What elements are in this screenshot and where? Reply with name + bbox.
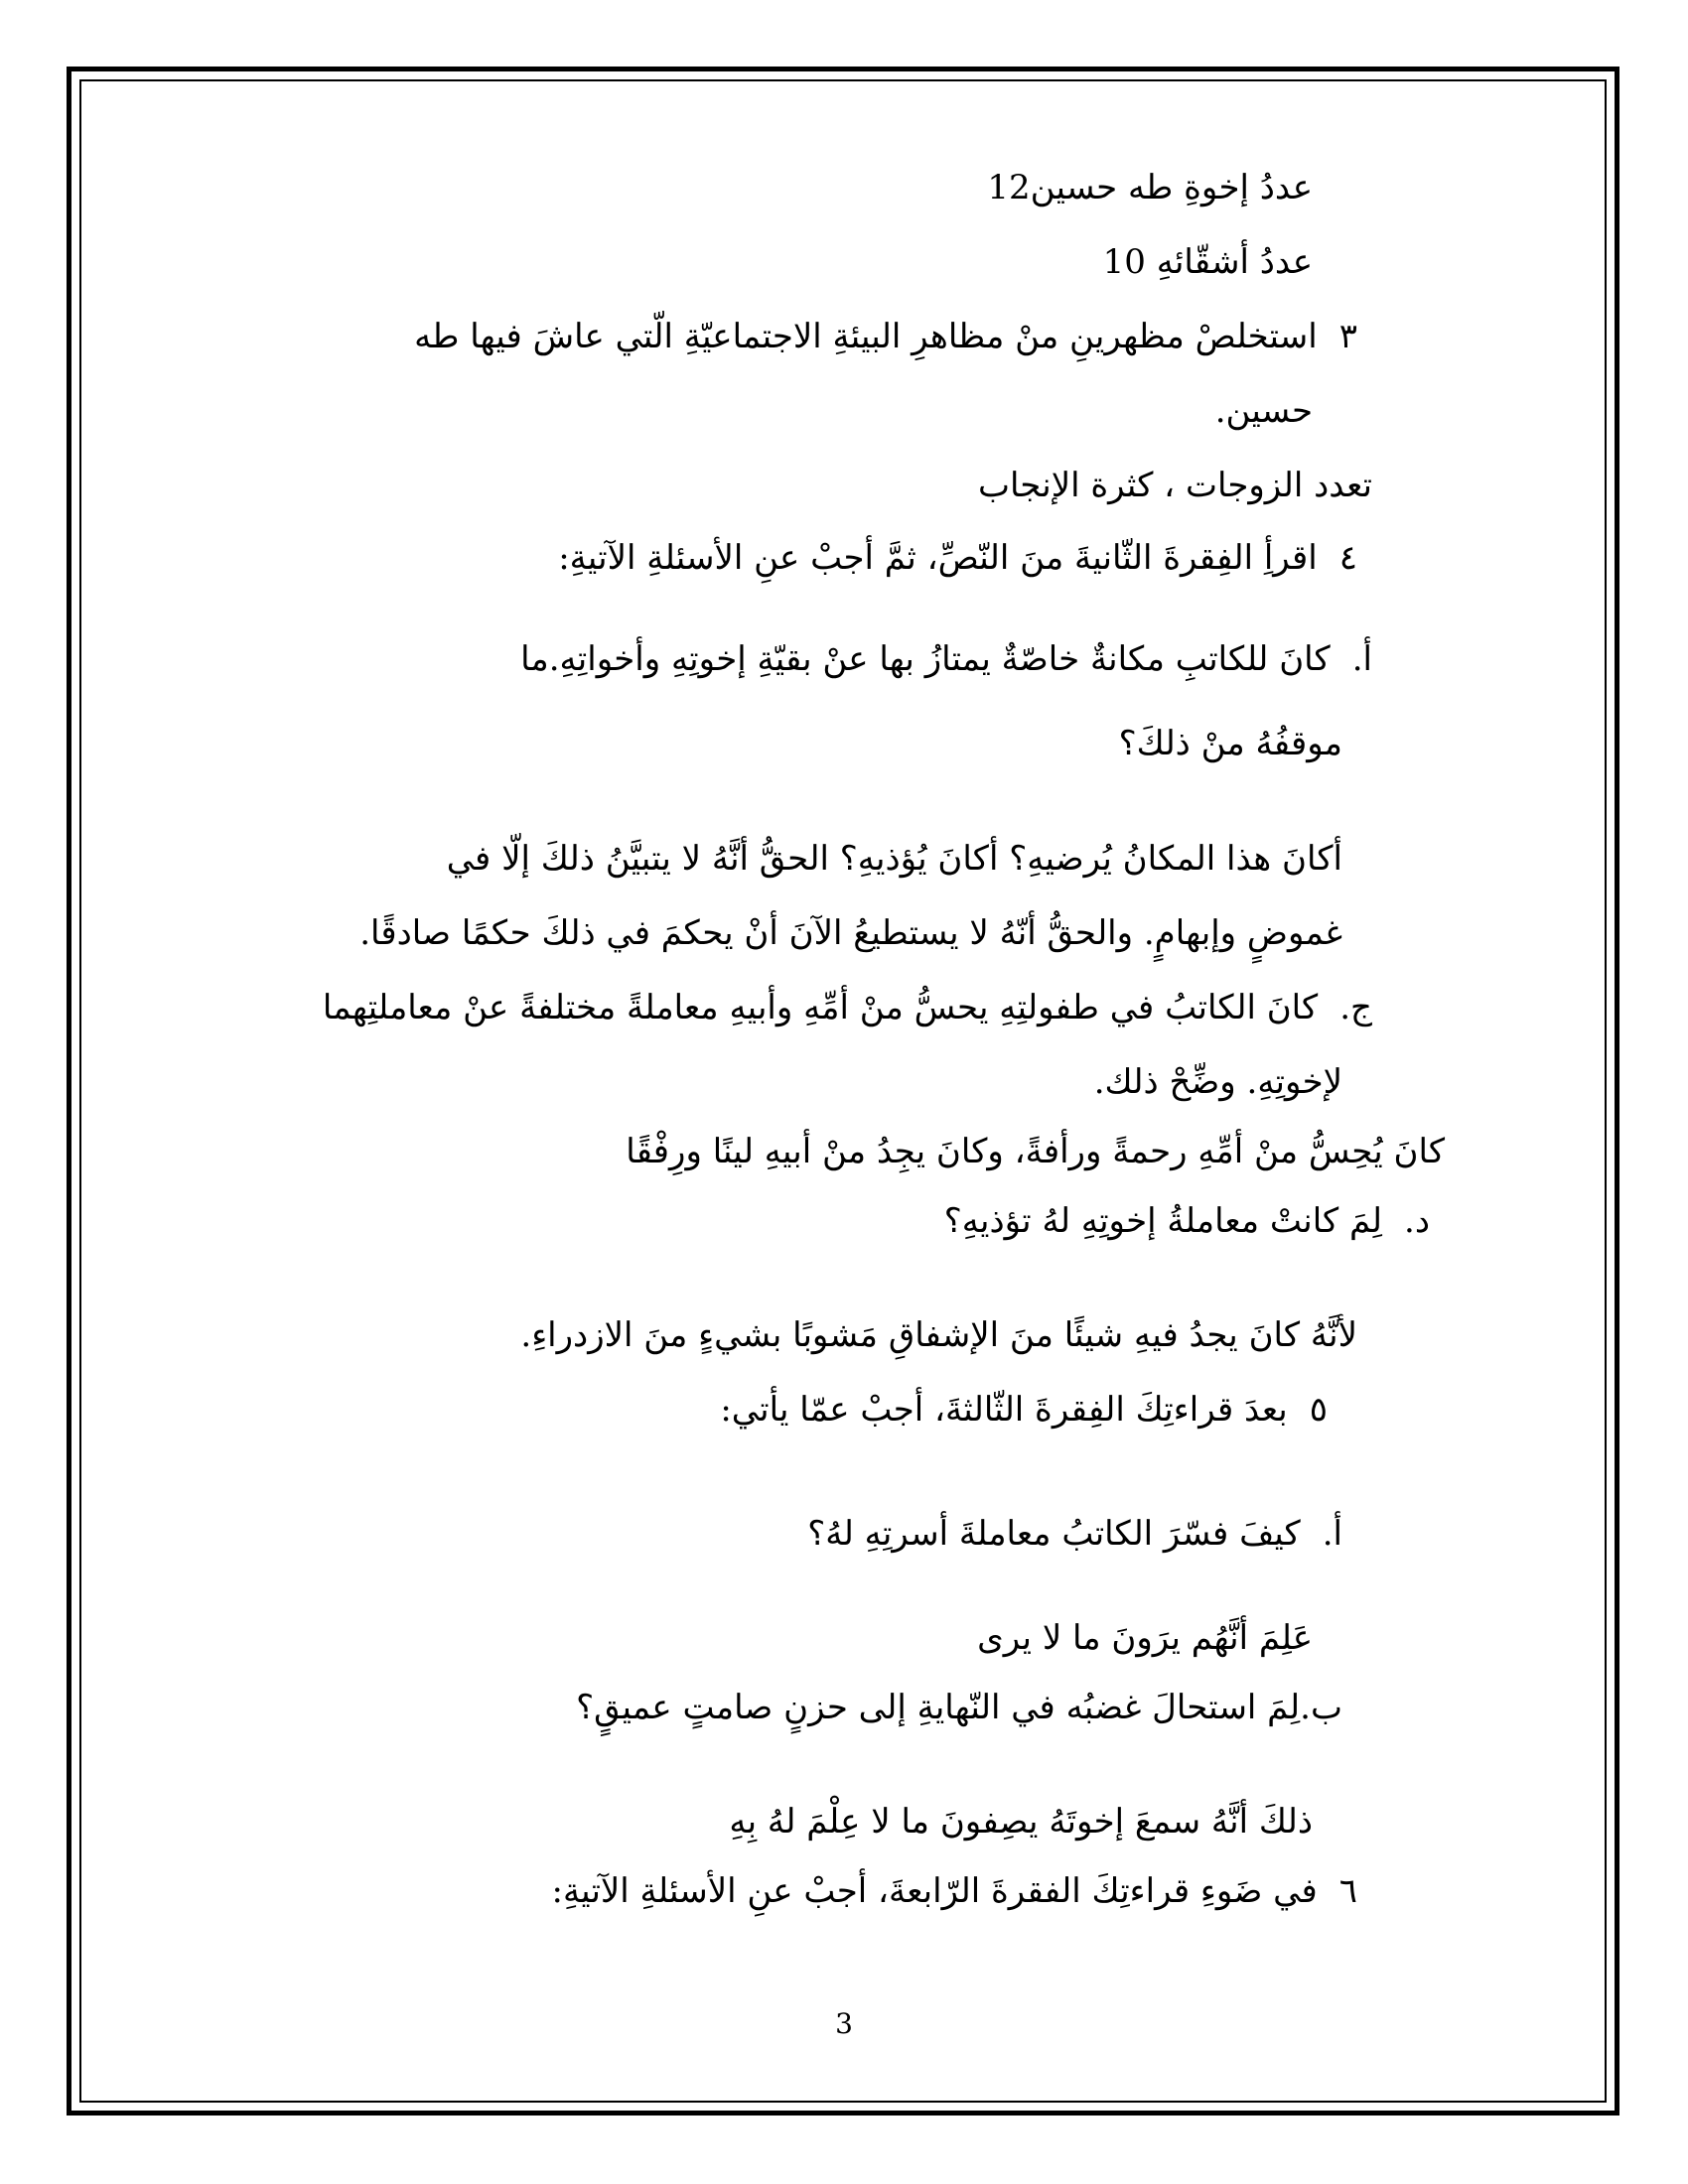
question-5: ٥بعدَ قراءتِكَ الفِقرةَ الثّالثةَ، أجبْ عمّا يأتي: <box>720 1390 1328 1430</box>
question-number: ٥ <box>1309 1390 1328 1430</box>
page-number: 3 <box>835 2007 853 2040</box>
answer-4a-line-1: أكانَ هذا المكانُ يُرضيهِ؟ أكانَ يُؤذيهِ؟ الحقُّ أنَّهُ لا يتبيَّنُ ذلكَ إلّا في <box>446 839 1342 879</box>
item-label: أ. <box>1351 639 1372 679</box>
question-4: ٤اقرأِ الفِقرةَ الثّانيةَ منَ النّصِّ، ثمَّ أجبْ عنِ الأسئلةِ الآتيةِ: <box>558 538 1357 578</box>
answer-4a-line-2: غموضٍ وإبهامٍ. والحقُّ أنّهُ لا يستطيعُ الآنَ أنْ يحكمَ في ذلكَ حكمًا صادقًا. <box>359 913 1342 953</box>
question-4a: أ.كانَ للكاتبِ مكانةٌ خاصّةٌ يمتازُ بها عنْ بقيّةِ إخوتِهِ وأخواتِهِ.ما <box>520 639 1372 679</box>
answer-3: تعدد الزوجات ، كثرة الإنجاب <box>977 466 1372 505</box>
answer-5a: عَلِمَ أنَّهُم يرَونَ ما لا يرى <box>977 1618 1313 1658</box>
answer-5b: ذلكَ أنَّهُ سمعَ إخوتَهُ يصِفونَ ما لا عِلْمَ لهُ بِهِ <box>729 1802 1313 1842</box>
line-siblings-count: عددُ أشقّائهِ 10 <box>1102 242 1313 282</box>
item-label: ج. <box>1339 988 1372 1027</box>
question-5b: ب.لِمَ استحالَ غضبُه في النّهايةِ إلى حزنٍ صامتٍ عميقٍ؟ <box>576 1688 1342 1727</box>
answer-4d: لأنَّهُ كانَ يجدُ فيهِ شيئًا منَ الإشفاقِ مَشوبًا بشيءٍ منَ الازدراءِ. <box>520 1315 1357 1355</box>
question-3: ٣استخلصْ مظهرينِ منْ مظاهرِ البيئةِ الاجتماعيّةِ الّتي عاشَ فيها طه <box>414 317 1357 356</box>
question-number: ٣ <box>1338 317 1357 356</box>
question-number: ٦ <box>1338 1871 1357 1911</box>
question-4d: د.لِمَ كانتْ معاملةُ إخوتِهِ لهُ تؤذيهِ؟ <box>943 1201 1430 1241</box>
question-4a-continued: موقفُهُ منْ ذلكَ؟ <box>1118 724 1342 763</box>
question-4c-continued: لإخوتِهِ. وضِّحْ ذلك. <box>1093 1062 1342 1102</box>
line-brothers-count: عددُ إخوةِ طه حسين12 <box>987 168 1313 207</box>
item-label: د. <box>1404 1201 1430 1241</box>
question-4c: ج.كانَ الكاتبُ في طفولتِهِ يحسُّ منْ أمِّهِ وأبيهِ معاملةً مختلفةً عنْ معاملتِهما <box>322 988 1372 1027</box>
question-6: ٦في ضَوءِ قراءتِكَ الفقرةَ الرّابعةَ، أجبْ عنِ الأسئلةِ الآتيةِ: <box>551 1871 1357 1911</box>
answer-4c: كانَ يُحِسُّ منْ أمِّهِ رحمةً ورأفةً، وكانَ يجِدُ منْ أبيهِ لينًا ورِفْقًا <box>626 1132 1445 1171</box>
question-number: ٤ <box>1338 538 1357 578</box>
item-label: أ. <box>1322 1514 1342 1554</box>
question-5a: أ.كيفَ فسّرَ الكاتبُ معاملةَ أسرتِهِ لهُ؟ <box>807 1514 1342 1554</box>
question-3-continued: حسين. <box>1214 391 1313 431</box>
